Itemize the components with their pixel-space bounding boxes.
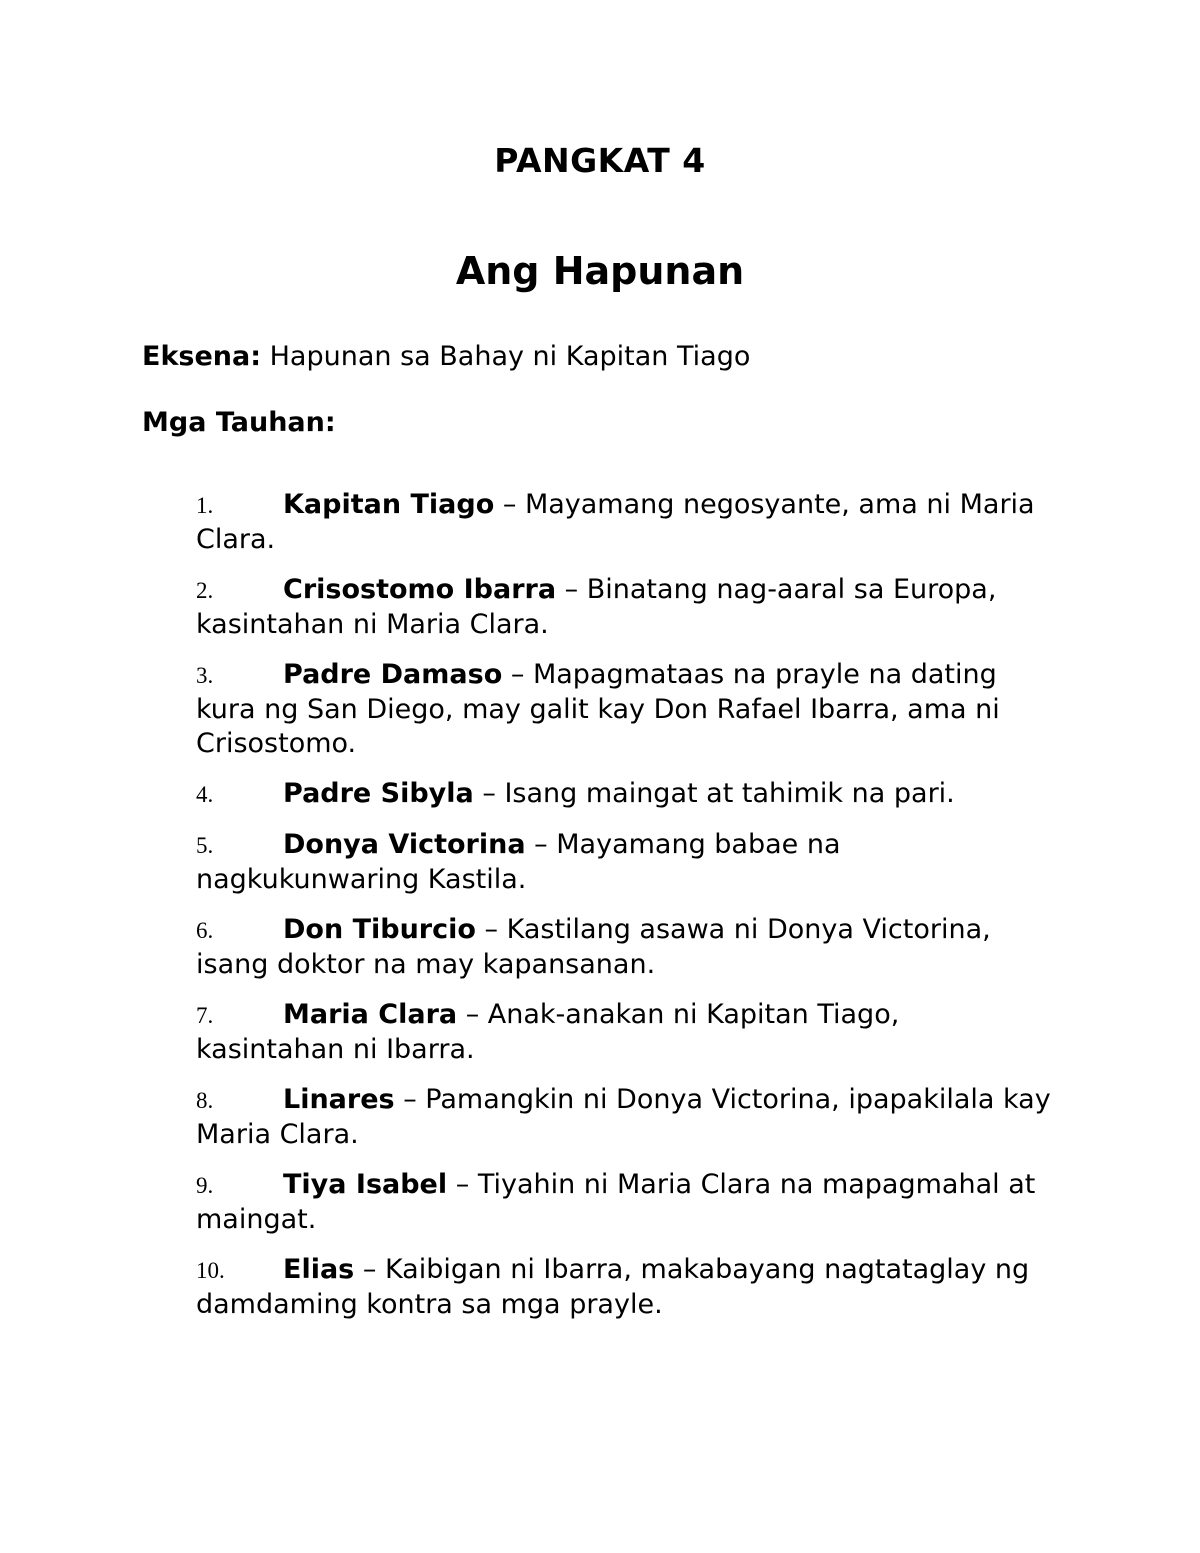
cast-item-separator: –: [510, 659, 525, 690]
cast-heading: Mga Tauhan:: [142, 407, 336, 438]
cast-item-description: Kastilang asawa ni Donya Victorina, isang doktor na may kapansanan.: [196, 914, 991, 980]
cast-item-name: Kapitan Tiago: [283, 489, 495, 520]
cast-item-description: Binatang nag-aaral sa Europa, kasintahan ni Maria Clara.: [196, 574, 997, 640]
cast-item-name: Linares: [283, 1084, 395, 1115]
cast-item-name: Don Tiburcio: [283, 914, 476, 945]
cast-item-name: Padre Damaso: [283, 659, 503, 690]
cast-item-number: 4.: [196, 782, 214, 807]
cast-item-number: 3.: [196, 663, 214, 688]
cast-item: [196, 998, 1056, 1067]
group-title: PANGKAT 4: [494, 141, 706, 180]
cast-item-description: Mayamang babae na nagkukunwaring Kastila.: [196, 829, 841, 895]
cast-item-name: Crisostomo Ibarra: [283, 574, 557, 605]
cast-item-description: Anak-anakan ni Kapitan Tiago, kasintahan ni Ibarra.: [196, 999, 900, 1065]
cast-item-number: 1.: [196, 493, 214, 518]
cast-item-description: Mapagmataas na prayle na dating kura ng San Diego, may galit kay Don Rafael Ibarra, ama ni Crisostomo.: [196, 659, 1000, 759]
cast-item: [196, 1168, 1056, 1237]
cast-item-number: 7.: [196, 1003, 214, 1028]
cast-item-name: Maria Clara: [283, 999, 458, 1030]
cast-item-description: Kaibigan ni Ibarra, makabayang nagtataglay ng damdaming kontra sa mga prayle.: [196, 1254, 1030, 1320]
cast-item-separator: –: [502, 489, 517, 520]
scene-value: Hapunan sa Bahay ni Kapitan Tiago: [269, 341, 751, 372]
cast-item: [196, 658, 1056, 761]
cast-item-number: 6.: [196, 918, 214, 943]
cast-item-name: Tiya Isabel: [283, 1169, 448, 1200]
cast-item-separator: –: [403, 1084, 417, 1115]
cast-item-name: Donya Victorina: [283, 829, 526, 860]
cast-item-description: Tiyahin ni Maria Clara na mapagmahal at maingat.: [196, 1169, 1036, 1235]
cast-list: [196, 488, 1056, 1338]
play-title: Ang Hapunan: [455, 249, 745, 293]
cast-item-description: Pamangkin ni Donya Victorina, ipapakilala kay Maria Clara.: [196, 1084, 1051, 1150]
cast-item-number: 8.: [196, 1088, 214, 1113]
cast-item: [196, 488, 1056, 557]
cast-item: [196, 1083, 1056, 1152]
cast-item-description: Isang maingat at tahimik na pari.: [504, 778, 955, 809]
cast-item: [196, 913, 1056, 982]
cast-item-number: 10.: [196, 1258, 225, 1283]
cast-item-separator: –: [564, 574, 579, 605]
cast-item-separator: –: [362, 1254, 377, 1285]
cast-item: [196, 1253, 1056, 1322]
cast-item-description: Mayamang negosyante, ama ni Maria Clara.: [196, 489, 1035, 555]
cast-item: [196, 573, 1056, 642]
scene-label: Eksena:: [142, 341, 262, 372]
scene-line: [142, 338, 750, 376]
cast-item: [196, 828, 1056, 897]
cast-item: [196, 777, 1056, 812]
cast-item-separator: –: [455, 1169, 470, 1200]
cast-item-separator: –: [484, 914, 499, 945]
cast-item-number: 5.: [196, 833, 214, 858]
cast-item-number: 2.: [196, 578, 214, 603]
cast-item-separator: –: [534, 829, 548, 860]
cast-item-separator: –: [482, 778, 496, 809]
cast-item-name: Padre Sibyla: [283, 778, 474, 809]
cast-item-number: 9.: [196, 1173, 214, 1198]
cast-item-name: Elias: [283, 1254, 355, 1285]
cast-item-separator: –: [465, 999, 480, 1030]
